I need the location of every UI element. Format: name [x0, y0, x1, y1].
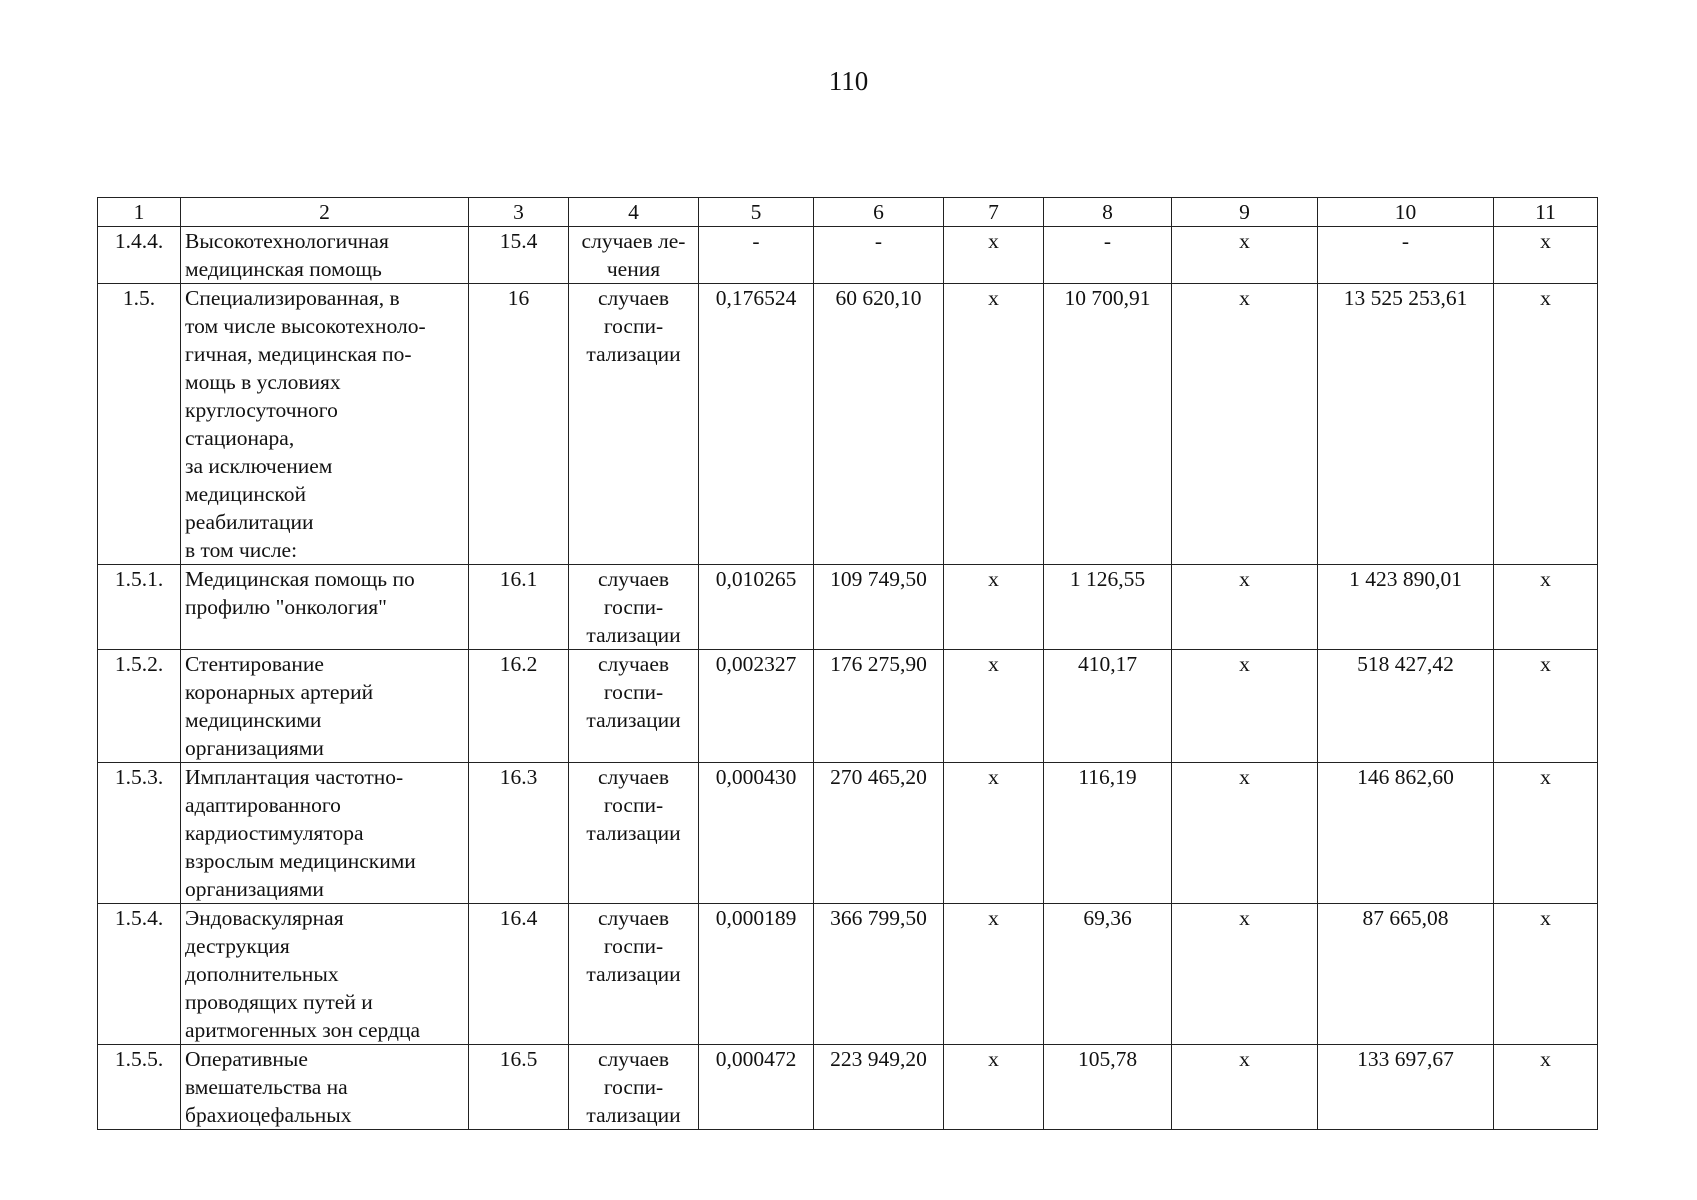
- row-value-c7: [944, 284, 1044, 565]
- row-value-c10: [1318, 763, 1494, 904]
- row-unit-line: тализации: [586, 962, 681, 986]
- row-name-line: аритмогенных зон сердца: [185, 1018, 421, 1042]
- row-name-line: Имплантация частотно-: [185, 765, 404, 789]
- row-value: x: [1540, 652, 1551, 676]
- row-value: x: [988, 567, 999, 591]
- row-number-cell: [98, 650, 181, 763]
- row-value-c10: [1318, 565, 1494, 650]
- row-value-c8: [1044, 565, 1172, 650]
- row-value: 60 620,10: [835, 286, 922, 310]
- row-value-c8: [1044, 227, 1172, 284]
- row-code-cell: [469, 284, 569, 565]
- row-unit-line: госпи-: [603, 680, 664, 704]
- table-header-row: [98, 198, 1598, 227]
- table-row: [98, 284, 1598, 565]
- column-header-3: 3: [469, 198, 569, 227]
- row-name-line: проводящих путей и: [185, 990, 373, 1014]
- column-header-1: 1: [98, 198, 181, 227]
- row-code-cell: [469, 227, 569, 284]
- row-name-line: организациями: [185, 736, 324, 760]
- row-name-line: брахиоцефальных: [185, 1103, 352, 1127]
- row-value-c6: [814, 565, 944, 650]
- data-table: [97, 197, 1598, 1130]
- row-number: 1.5.: [122, 286, 156, 310]
- row-unit-line: случаев ле-: [581, 229, 686, 253]
- column-header-9: 9: [1172, 198, 1318, 227]
- row-number: 1.4.4.: [114, 229, 164, 253]
- row-value: x: [988, 765, 999, 789]
- row-name-cell: [181, 650, 469, 763]
- row-value-c8: [1044, 650, 1172, 763]
- row-value-c9: [1172, 284, 1318, 565]
- table-row: [98, 227, 1598, 284]
- row-unit-line: госпи-: [603, 793, 664, 817]
- row-name-line: взрослым медицинскими: [185, 849, 416, 873]
- row-name-line: Стентирование: [185, 652, 324, 676]
- table-row: [98, 1045, 1598, 1130]
- row-unit-line: тализации: [586, 342, 681, 366]
- row-value-c10: [1318, 284, 1494, 565]
- row-value-c11: [1494, 227, 1598, 284]
- row-value-c10: [1318, 1045, 1494, 1130]
- row-name-cell: [181, 565, 469, 650]
- row-value: x: [988, 286, 999, 310]
- row-value-c9: [1172, 565, 1318, 650]
- row-name-line: стационара,: [185, 426, 295, 450]
- row-value: -: [874, 229, 883, 253]
- row-unit-line: госпи-: [603, 595, 664, 619]
- row-value: 0,002327: [715, 652, 797, 676]
- row-value-c5: [699, 763, 814, 904]
- row-value: x: [1540, 1047, 1551, 1071]
- row-name-line: профилю "онкология": [185, 595, 387, 619]
- row-code-cell: [469, 904, 569, 1045]
- row-code: 16.1: [499, 567, 538, 591]
- row-unit-line: случаев: [597, 286, 670, 310]
- column-header-5: 5: [699, 198, 814, 227]
- row-value: x: [1239, 286, 1250, 310]
- row-name-line: адаптированного: [185, 793, 341, 817]
- row-unit-cell: [569, 1045, 699, 1130]
- row-unit-line: случаев: [597, 1047, 670, 1071]
- row-code-cell: [469, 1045, 569, 1130]
- row-value: -: [752, 229, 760, 253]
- row-value: x: [1540, 567, 1551, 591]
- row-name-cell: [181, 227, 469, 284]
- row-name-cell: [181, 284, 469, 565]
- table-row: [98, 650, 1598, 763]
- row-code: 16.3: [499, 765, 538, 789]
- row-name-line: гичная, медицинская по-: [185, 342, 412, 366]
- column-header-4: 4: [569, 198, 699, 227]
- row-value: 176 275,90: [830, 652, 927, 676]
- row-value-c6: [814, 650, 944, 763]
- row-name-cell: [181, 1045, 469, 1130]
- row-value-c6: [814, 763, 944, 904]
- row-unit-cell: [569, 650, 699, 763]
- row-value: -: [1103, 229, 1112, 253]
- row-value: 116,19: [1078, 765, 1137, 789]
- row-value-c7: [944, 650, 1044, 763]
- row-code-cell: [469, 565, 569, 650]
- row-number: 1.5.2.: [114, 652, 164, 676]
- row-value: 0,000472: [715, 1047, 797, 1071]
- column-header-10: 10: [1318, 198, 1494, 227]
- row-name-line: организациями: [185, 877, 324, 901]
- row-unit-line: госпи-: [603, 314, 664, 338]
- row-value: -: [1401, 229, 1410, 253]
- row-name-line: реабилитации: [185, 510, 314, 534]
- row-name-line: деструкция: [185, 934, 290, 958]
- row-value: x: [988, 1047, 999, 1071]
- row-code: 16: [507, 286, 530, 310]
- column-header-2: 2: [181, 198, 469, 227]
- row-value: 410,17: [1077, 652, 1138, 676]
- row-unit-line: тализации: [586, 623, 681, 647]
- row-number: 1.5.5.: [114, 1047, 164, 1071]
- row-number-cell: [98, 284, 181, 565]
- row-name-line: Оперативные: [185, 1047, 308, 1071]
- row-value-c10: [1318, 227, 1494, 284]
- row-value: x: [1540, 906, 1551, 930]
- row-unit-line: госпи-: [603, 1075, 664, 1099]
- row-code: 15.4: [499, 229, 538, 253]
- row-name-line: том числе высокотехноло-: [185, 314, 426, 338]
- row-name-line: за исключением: [185, 454, 333, 478]
- row-name-line: Специализированная, в: [185, 286, 400, 310]
- column-header-8: 8: [1044, 198, 1172, 227]
- row-value-c9: [1172, 763, 1318, 904]
- row-value: x: [1239, 765, 1250, 789]
- table-row: [98, 904, 1598, 1045]
- table-body: [98, 227, 1598, 1130]
- row-number: 1.5.3.: [114, 765, 164, 789]
- row-unit-line: случаев: [597, 567, 670, 591]
- row-value-c11: [1494, 650, 1598, 763]
- row-name-cell: [181, 763, 469, 904]
- row-name-line: в том числе:: [185, 538, 298, 562]
- row-value: 69,36: [1083, 906, 1132, 930]
- row-value-c6: [814, 1045, 944, 1130]
- row-value: 146 862,60: [1357, 765, 1454, 789]
- row-number-cell: [98, 904, 181, 1045]
- page-number: 110: [828, 66, 869, 96]
- row-unit-cell: [569, 904, 699, 1045]
- row-value-c5: [699, 284, 814, 565]
- row-unit-cell: [569, 763, 699, 904]
- row-value-c8: [1044, 904, 1172, 1045]
- row-name-line: Медицинская помощь по: [185, 567, 415, 591]
- row-number: 1.5.4.: [114, 906, 164, 930]
- row-name-line: круглосуточного: [185, 398, 338, 422]
- row-value: 0,000189: [715, 906, 797, 930]
- row-name-line: кардиостимулятора: [185, 821, 364, 845]
- row-value: 105,78: [1077, 1047, 1138, 1071]
- row-value: 87 665,08: [1362, 906, 1449, 930]
- row-value: x: [1239, 229, 1250, 253]
- row-value: 366 799,50: [830, 906, 927, 930]
- row-code: 16.5: [499, 1047, 538, 1071]
- row-value: 13 525 253,61: [1343, 286, 1468, 310]
- row-code: 16.2: [499, 652, 538, 676]
- table-row: [98, 763, 1598, 904]
- row-name-line: вмешательства на: [185, 1075, 348, 1099]
- row-value: x: [1239, 567, 1250, 591]
- row-value-c11: [1494, 904, 1598, 1045]
- row-value-c9: [1172, 904, 1318, 1045]
- table-row: [98, 565, 1598, 650]
- row-unit-line: чения: [606, 257, 661, 281]
- row-value-c8: [1044, 763, 1172, 904]
- row-value-c10: [1318, 904, 1494, 1045]
- row-value: x: [1239, 1047, 1250, 1071]
- row-unit-cell: [569, 227, 699, 284]
- row-name-line: коронарных артерий: [185, 680, 374, 704]
- row-value: 1 126,55: [1069, 567, 1146, 591]
- row-number: 1.5.1.: [114, 567, 164, 591]
- row-number-cell: [98, 227, 181, 284]
- row-value: x: [988, 652, 999, 676]
- row-value-c11: [1494, 565, 1598, 650]
- row-name-line: Эндоваскулярная: [185, 906, 344, 930]
- row-value-c5: [699, 227, 814, 284]
- row-value-c8: [1044, 284, 1172, 565]
- row-value-c5: [699, 650, 814, 763]
- row-value-c11: [1494, 763, 1598, 904]
- row-value: x: [1239, 906, 1250, 930]
- column-header-11: 11: [1494, 198, 1598, 227]
- row-unit-line: случаев: [597, 652, 670, 676]
- row-value-c8: [1044, 1045, 1172, 1130]
- row-value-c10: [1318, 650, 1494, 763]
- row-value: 10 700,91: [1064, 286, 1151, 310]
- row-value-c6: [814, 284, 944, 565]
- row-value: x: [988, 229, 999, 253]
- row-value-c7: [944, 227, 1044, 284]
- row-name-cell: [181, 904, 469, 1045]
- row-value: 1 423 890,01: [1349, 567, 1462, 591]
- row-unit-line: тализации: [586, 1103, 681, 1127]
- row-unit-line: случаев: [597, 765, 670, 789]
- row-unit-line: госпи-: [603, 934, 664, 958]
- row-name-line: дополнительных: [185, 962, 339, 986]
- row-value: 109 749,50: [830, 567, 927, 591]
- row-number-cell: [98, 1045, 181, 1130]
- row-value: x: [988, 906, 999, 930]
- row-value: 0,176524: [715, 286, 797, 310]
- row-value-c9: [1172, 227, 1318, 284]
- row-value: x: [1239, 652, 1250, 676]
- row-number-cell: [98, 763, 181, 904]
- row-unit-cell: [569, 565, 699, 650]
- row-value-c9: [1172, 1045, 1318, 1130]
- row-name-line: Высокотехнологичная: [185, 229, 389, 253]
- row-value-c6: [814, 227, 944, 284]
- row-value: x: [1540, 286, 1551, 310]
- row-value: 270 465,20: [830, 765, 927, 789]
- row-value-c5: [699, 904, 814, 1045]
- row-unit-cell: [569, 284, 699, 565]
- row-code-cell: [469, 763, 569, 904]
- row-value-c7: [944, 565, 1044, 650]
- row-code-cell: [469, 650, 569, 763]
- row-name-line: мощь в условиях: [185, 370, 341, 394]
- row-value: 133 697,67: [1357, 1047, 1454, 1071]
- row-value: 0,000430: [715, 765, 797, 789]
- row-value-c7: [944, 763, 1044, 904]
- row-value-c11: [1494, 1045, 1598, 1130]
- row-unit-line: тализации: [586, 708, 681, 732]
- row-value: 0,010265: [715, 567, 797, 591]
- row-value-c5: [699, 565, 814, 650]
- row-value-c7: [944, 904, 1044, 1045]
- row-value: x: [1540, 229, 1551, 253]
- row-value-c11: [1494, 284, 1598, 565]
- column-header-7: 7: [944, 198, 1044, 227]
- row-code: 16.4: [499, 906, 538, 930]
- row-unit-line: случаев: [597, 906, 670, 930]
- row-value-c7: [944, 1045, 1044, 1130]
- row-value-c5: [699, 1045, 814, 1130]
- row-value: 518 427,42: [1357, 652, 1454, 676]
- row-unit-line: тализации: [586, 821, 681, 845]
- row-value-c6: [814, 904, 944, 1045]
- row-name-line: медицинская помощь: [185, 257, 382, 281]
- row-value-c9: [1172, 650, 1318, 763]
- row-number-cell: [98, 565, 181, 650]
- row-name-line: медицинскими: [185, 708, 322, 732]
- row-value: x: [1540, 765, 1551, 789]
- column-header-6: 6: [814, 198, 944, 227]
- row-value: 223 949,20: [830, 1047, 927, 1071]
- row-name-line: медицинской: [185, 482, 306, 506]
